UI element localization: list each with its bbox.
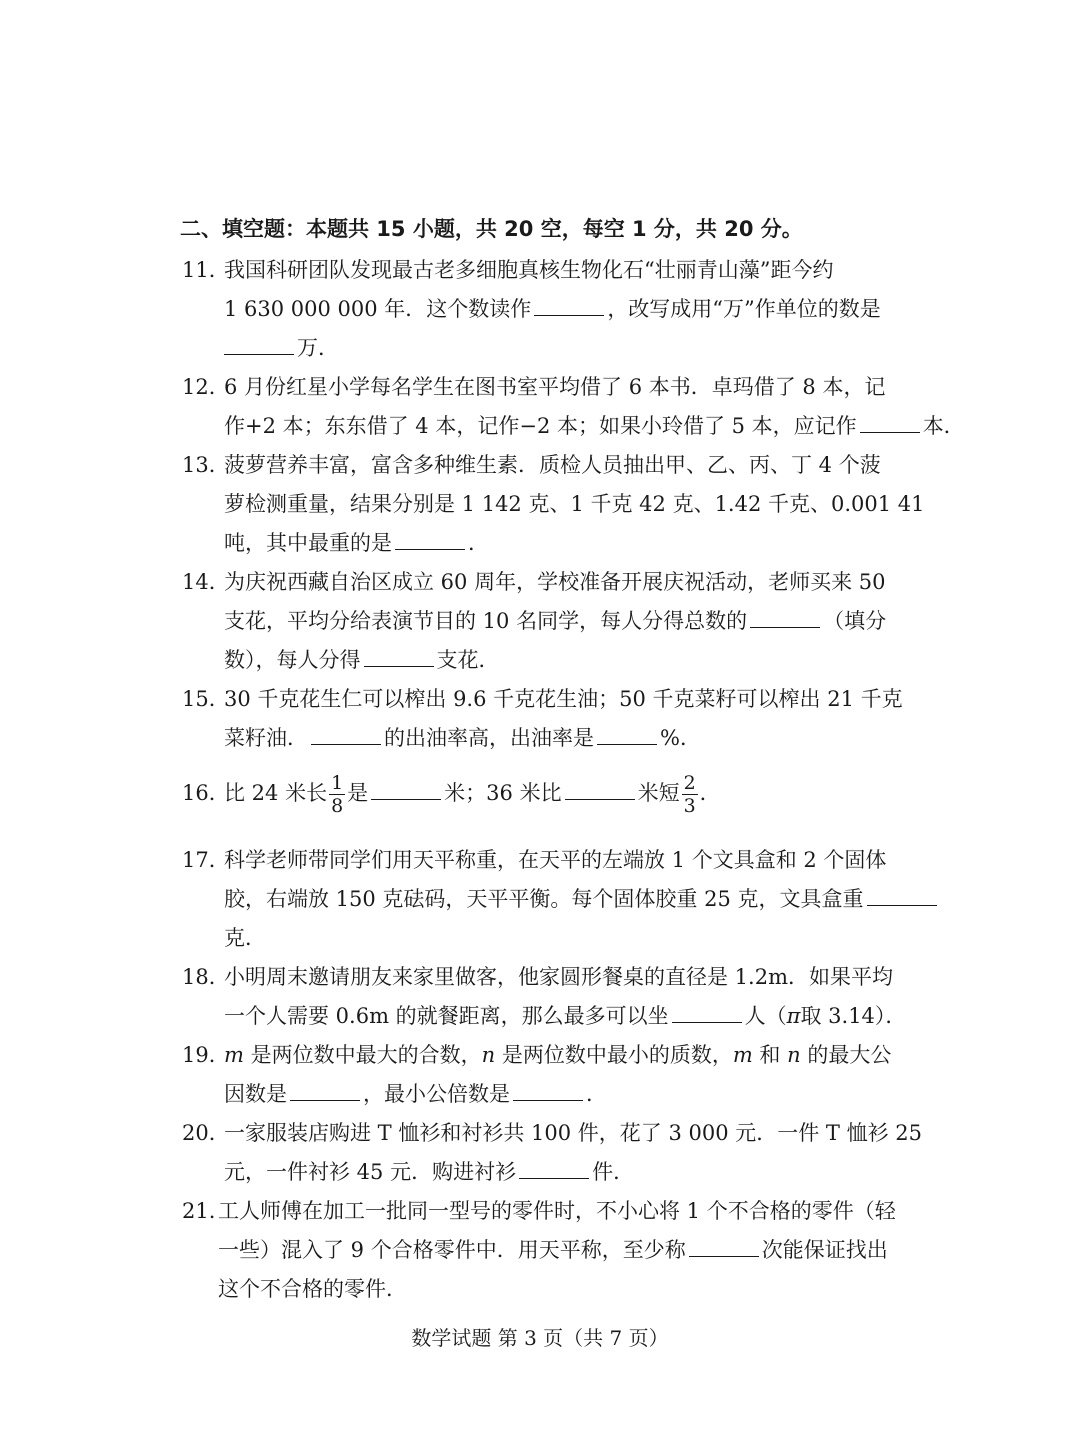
- fraction-one-eighth: $\frac{1}{8}$: [331, 772, 344, 817]
- answer-blank[interactable]: [311, 724, 381, 745]
- pi-symbol: π: [786, 1004, 801, 1028]
- q12-line1: 12．6 月份红星小学每名学生在图书室平均借了 6 本书．卓玛借了 8 本，记: [182, 375, 886, 399]
- q14-line3: 数），每人分得 支花．: [224, 648, 500, 672]
- answer-blank[interactable]: [513, 1080, 583, 1101]
- q14-line1: 14．为庆祝西藏自治区成立 60 周年，学校准备开展庆祝活动，老师买来 50: [182, 570, 886, 594]
- q20-number: 20．: [182, 1121, 230, 1145]
- q18-line1: 18．小明周末邀请朋友来家里做客，他家圆形餐桌的直径是 1.2m．如果平均: [182, 965, 893, 989]
- q15-number: 15．: [182, 687, 230, 711]
- q21-line1: 21. 工人师傅在加工一批同一型号的零件时，不小心将 1 个不合格的零件（轻: [182, 1199, 896, 1223]
- q15-line1: 15．30 千克花生仁可以榨出 9.6 千克花生油；50 千克菜籽可以榨出 21 千克: [182, 687, 903, 711]
- q13-number: 13．: [182, 453, 230, 477]
- page-footer: 数学试题 第 3 页（共 7 页）: [411, 1326, 669, 1350]
- answer-blank[interactable]: [597, 724, 657, 745]
- q20-line2: 元，一件衬衫 45 元．购进衬衫 件．: [224, 1160, 635, 1184]
- fraction-two-thirds: $\frac{2}{3}$: [683, 772, 696, 817]
- q11-line2: 1 630 000 000 年．这个数读作 ，改写成用“万”作单位的数是: [224, 297, 881, 321]
- q13-line3: 吨，其中最重的是 ．: [224, 531, 489, 555]
- answer-blank[interactable]: [860, 412, 920, 433]
- q11-number: 11．: [182, 258, 230, 282]
- q18-line2: 一个人需要 0.6m 的就餐距离，那么最多可以坐 人（π取 3.14）．: [224, 1004, 907, 1028]
- answer-blank[interactable]: [672, 1002, 742, 1023]
- q12-number: 12．: [182, 375, 230, 399]
- q21-line2: 一些）混入了 9 个合格零件中．用天平称，至少称 次能保证找出: [218, 1238, 888, 1262]
- answer-blank[interactable]: [750, 607, 820, 628]
- q19-line1: 19．m 是两位数中最大的合数，n 是两位数中最小的质数，m 和 n 的最大公: [182, 1043, 892, 1067]
- section-title: 二、填空题：本题共 15 小题，共 20 空，每空 1 分，共 20 分。: [180, 217, 803, 241]
- q14-line2: 支花，平均分给表演节目的 10 名同学，每人分得总数的 （填分: [224, 609, 887, 633]
- answer-blank[interactable]: [867, 885, 937, 906]
- q20-line1: 20．一家服装店购进 T 恤衫和衬衫共 100 件，花了 3 000 元．一件 T 恤衫 25: [182, 1121, 923, 1145]
- answer-blank[interactable]: [224, 334, 294, 355]
- q13-line2: 萝检测重量，结果分别是 1 142 克、1 千克 42 克、1.42 千克、0.001 41: [224, 492, 925, 516]
- q16-line1: 16．比 24 米长 $\frac{1}{8}$ 是 米；36 米比 米短 $\frac{2}{3}$ ．: [182, 768, 721, 818]
- answer-blank[interactable]: [689, 1236, 759, 1257]
- q18-number: 18．: [182, 965, 230, 989]
- q19-line2: 因数是 ，最小公倍数是 ．: [224, 1082, 607, 1106]
- answer-blank[interactable]: [519, 1158, 589, 1179]
- answer-blank[interactable]: [364, 646, 434, 667]
- answer-blank[interactable]: [395, 529, 465, 550]
- answer-blank[interactable]: [371, 779, 441, 800]
- q16-number: 16．: [182, 781, 230, 805]
- q19-number: 19．: [182, 1043, 230, 1067]
- q17-line2: 胶，右端放 150 克砝码，天平平衡。每个固体胶重 25 克，文具盒重: [224, 885, 940, 913]
- answer-blank[interactable]: [290, 1080, 360, 1101]
- answer-blank[interactable]: [565, 779, 635, 800]
- q12-line2: 作+2 本；东东借了 4 本，记作−2 本；如果小玲借了 5 本，应记作 本．: [224, 414, 965, 438]
- q13-line1: 13．菠萝营养丰富，富含多种维生素．质检人员抽出甲、乙、丙、丁 4 个菠: [182, 453, 881, 477]
- q17-number: 17．: [182, 848, 230, 872]
- answer-blank[interactable]: [534, 295, 604, 316]
- q11-line3: 万．: [224, 334, 339, 362]
- q17-line1: 17．科学老师带同学们用天平称重，在天平的左端放 1 个文具盒和 2 个固体: [182, 848, 887, 872]
- q21-line3: 这个不合格的零件．: [218, 1277, 407, 1301]
- q21-number: 21.: [182, 1199, 216, 1223]
- q14-number: 14．: [182, 570, 230, 594]
- q11-line1: 11．我国科研团队发现最古老多细胞真核生物化石“壮丽青山藻”距今约: [182, 258, 834, 282]
- q15-line2: 菜籽油． 的出油率高，出油率是 %．: [224, 726, 701, 750]
- q17-line3: 克．: [224, 926, 266, 950]
